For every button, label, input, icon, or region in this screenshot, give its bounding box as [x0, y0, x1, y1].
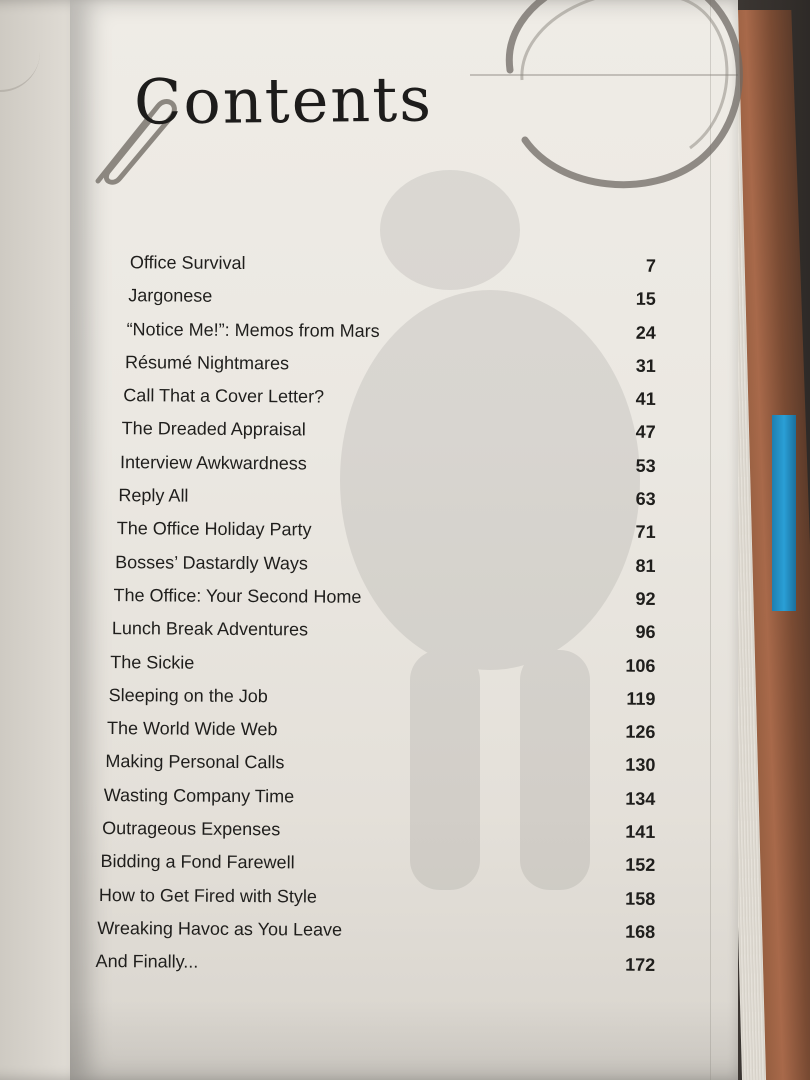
toc-entry: [95, 945, 695, 982]
toc-entry-title: Sleeping on the Job: [108, 684, 268, 707]
toc-entry-page-number: 63: [635, 488, 656, 509]
page-title: Contents: [133, 62, 434, 139]
toc-entry-title: Office Survival: [129, 252, 246, 274]
toc-entry-page-number: 81: [635, 555, 656, 576]
toc-entry-page-number: 106: [625, 655, 656, 676]
toc-entry-title: The Office Holiday Party: [116, 518, 312, 540]
toc-entry: [98, 512, 698, 549]
toc-entry: [98, 479, 698, 516]
toc-entry: [99, 379, 699, 416]
toc-entry: [98, 446, 698, 483]
toc-entry-page-number: 24: [635, 322, 656, 343]
toc-entry-title: Outrageous Expenses: [102, 818, 281, 840]
toc-entry-title: Wasting Company Time: [103, 784, 295, 807]
toc-entry-page-number: 152: [625, 855, 656, 876]
toc-entry-title: Jargonese: [128, 285, 213, 307]
toc-entry-page-number: 119: [626, 688, 656, 709]
page-bottom-shadow: [70, 1000, 738, 1080]
bookmark-ribbon: [772, 415, 796, 611]
toc-entry-page-number: 31: [635, 355, 656, 376]
toc-entry-page-number: 130: [625, 755, 656, 776]
toc-entry-page-number: 141: [625, 821, 656, 842]
toc-entry-title: Reply All: [118, 485, 189, 506]
toc-entry-page-number: 134: [625, 788, 656, 809]
toc-entry-page-number: 15: [635, 289, 656, 310]
toc-entry-title: The Dreaded Appraisal: [121, 418, 306, 440]
toc-entry: [97, 612, 697, 649]
toc-entry-title: Call That a Cover Letter?: [123, 385, 325, 407]
toc-entry-page-number: 53: [635, 455, 656, 476]
toc-entry-title: “Notice Me!”: Memos from Mars: [126, 318, 380, 341]
toc-entry: [99, 313, 699, 350]
toc-entry-title: Résumé Nightmares: [124, 352, 290, 374]
toc-entry-page-number: 7: [645, 255, 656, 276]
toc-entry-page-number: 172: [625, 954, 656, 976]
toc-entry: [97, 579, 697, 616]
toc-entry: [96, 779, 696, 816]
toc-entry-page-number: 96: [635, 622, 656, 643]
toc-entry-page-number: 41: [635, 388, 656, 410]
toc-entry: [95, 879, 695, 916]
toc-entry-title: Bosses’ Dastardly Ways: [115, 551, 308, 574]
contents-page: [70, 0, 738, 1080]
toc-entry: [100, 246, 700, 283]
toc-entry: [97, 712, 697, 749]
toc-entry-page-number: 71: [635, 522, 656, 543]
coffee-ring-stain: [480, 0, 760, 220]
toc-entry-title: And Finally...: [95, 951, 199, 972]
toc-entry-title: Wreaking Havoc as You Leave: [97, 917, 343, 940]
toc-entry-page-number: 168: [625, 921, 656, 942]
toc-entry-title: Lunch Break Adventures: [111, 618, 309, 640]
toc-entry: [96, 812, 696, 849]
toc-entry-title: Making Personal Calls: [105, 751, 285, 773]
toc-entry: [97, 679, 697, 716]
left-page-curl: [0, 40, 40, 92]
toc-entry-page-number: 158: [625, 888, 656, 909]
toc-entry: [99, 346, 699, 383]
toc-entry-title: Interview Awkwardness: [120, 451, 307, 474]
toc-entry-title: How to Get Fired with Style: [98, 884, 318, 907]
toc-entry-title: The Office: Your Second Home: [113, 585, 362, 607]
toc-entry: [96, 845, 696, 882]
toc-entry-title: The Sickie: [110, 651, 195, 673]
toc-entry: [97, 646, 697, 683]
toc-entry-title: The World Wide Web: [106, 718, 278, 740]
toc-entry: [100, 279, 700, 316]
toc-entry: [98, 546, 698, 583]
table-of-contents: [95, 246, 700, 983]
toc-entry-page-number: 126: [625, 721, 656, 743]
toc-entry-page-number: 47: [635, 422, 656, 443]
toc-entry: [96, 745, 696, 782]
toc-entry: [99, 412, 699, 449]
toc-entry-title: Bidding a Fond Farewell: [100, 851, 295, 873]
toc-entry: [95, 912, 695, 949]
toc-entry-page-number: 92: [635, 588, 656, 609]
